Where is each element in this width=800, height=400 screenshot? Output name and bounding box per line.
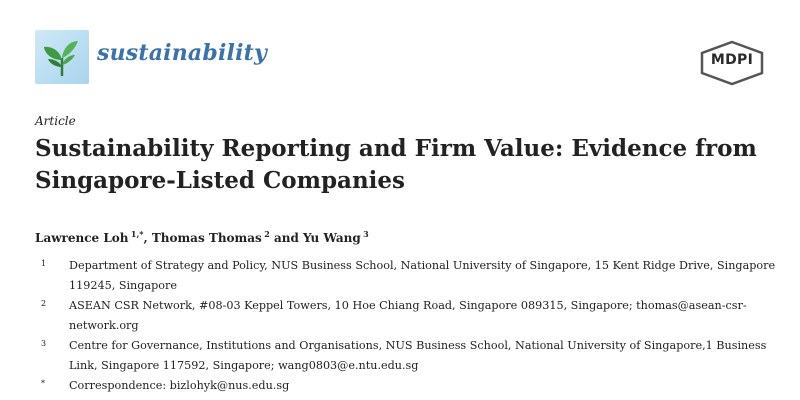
affiliation-item <box>35 296 780 336</box>
author-name: Lawrence Loh <box>35 231 129 245</box>
journal-logo <box>35 30 89 84</box>
publisher-logo-text: MDPI <box>710 52 754 68</box>
author-name: Yu Wang <box>303 231 361 245</box>
affiliation-number: * <box>41 379 45 388</box>
article-title: Sustainability Reporting and Firm Value: Evidence from Singapore-Listed Companies <box>35 135 757 194</box>
author-affiliation-marker: 3 <box>363 229 369 239</box>
affiliation-text: ASEAN CSR Network, #08-03 Keppel Towers, 10 Hoe Chiang Road, Singapore 089315, Singapore; thomas@asean-csr-network.org <box>69 299 747 332</box>
affiliation-text: Centre for Governance, Institutions and Organisations, NUS Business School, National University of Singapore,1 Business Link, Singapore 117592, Singapore; wang0803@e.ntu.edu.sg <box>69 339 767 372</box>
author-separator: and <box>269 231 304 245</box>
affiliation-item <box>35 256 780 296</box>
author-affiliation-marker: 1,* <box>130 229 144 239</box>
sprout-icon <box>35 30 89 84</box>
article-type: Article <box>35 114 76 128</box>
journal-name: sustainability <box>97 40 267 66</box>
affiliation-item <box>35 376 780 396</box>
author-name: Thomas Thomas <box>151 231 262 245</box>
author-affiliation-marker: 2 <box>264 229 270 239</box>
author-list <box>35 229 369 245</box>
correspondence-text: Correspondence: bizlohyk@nus.edu.sg <box>69 379 290 392</box>
affiliation-number: 2 <box>41 299 47 308</box>
affiliation-number: 1 <box>41 259 47 268</box>
affiliation-number: 3 <box>41 339 47 348</box>
affiliation-item <box>35 336 780 376</box>
affiliation-text: Department of Strategy and Policy, NUS Business School, National University of Singapore, 15 Kent Ridge Drive, Singapore 119245, Singapore <box>69 259 776 292</box>
author-separator: , <box>143 231 152 245</box>
